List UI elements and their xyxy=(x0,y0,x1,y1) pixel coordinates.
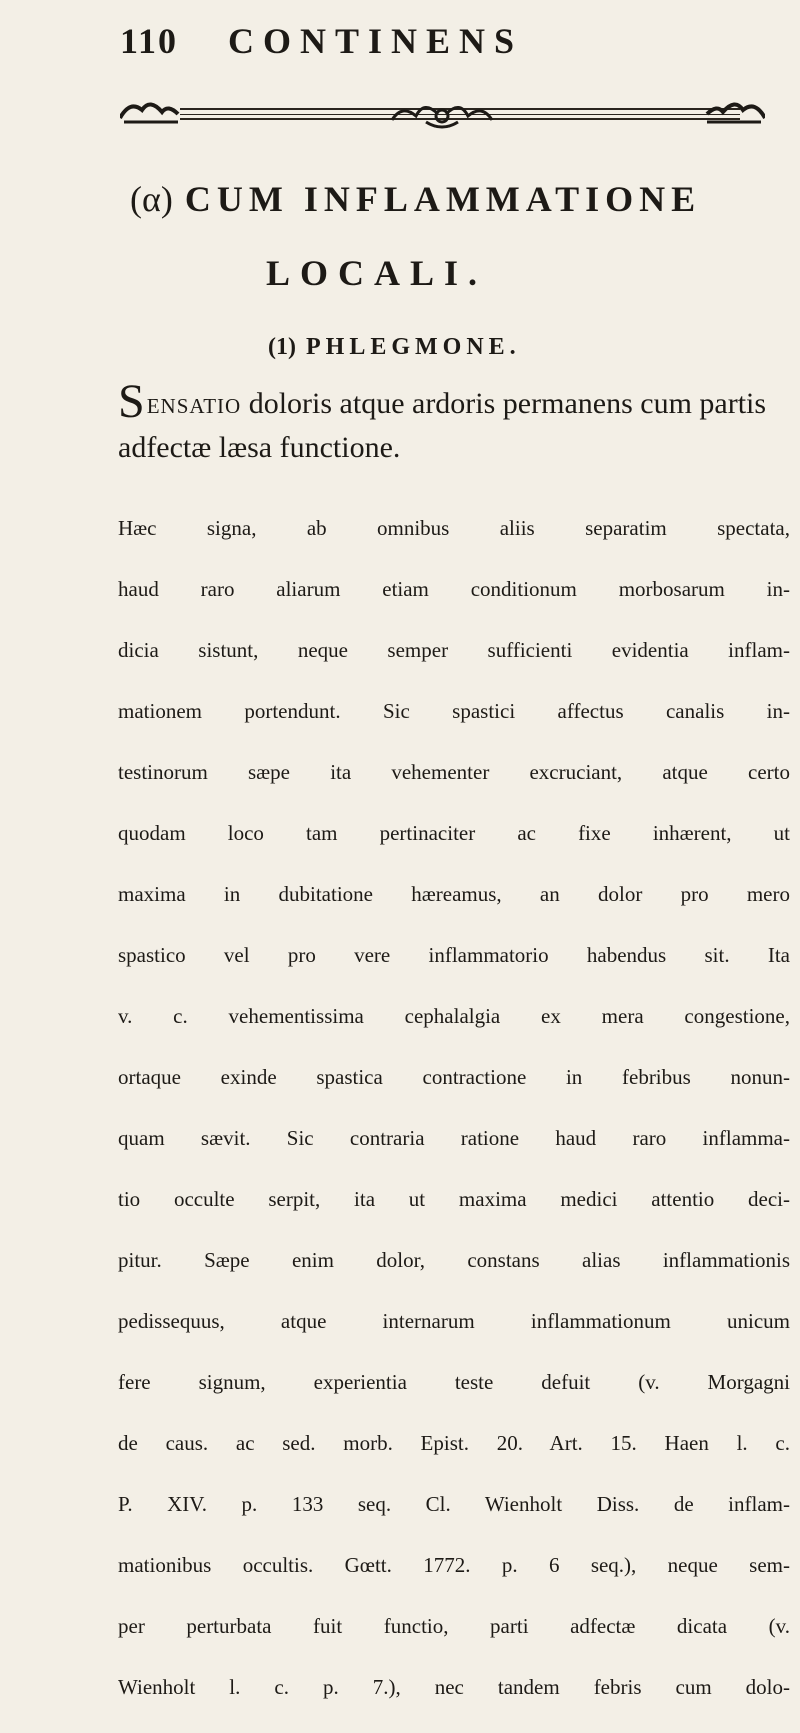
section-marker: (α) xyxy=(130,179,173,219)
section-heading xyxy=(130,178,701,220)
text-line: ortaque exinde spastica contractione in febribus nonun- xyxy=(118,1065,790,1089)
page-number: 110 xyxy=(120,21,179,61)
body-text xyxy=(118,513,790,1733)
running-title: CONTINENS xyxy=(228,21,524,61)
text-line: mationibus occultis. Gœtt. 1772. p. 6 seq.), neque sem- xyxy=(118,1553,790,1577)
text-line: quam sævit. Sic contraria ratione haud raro inflamma- xyxy=(118,1126,790,1150)
text-line: Hæc signa, ab omnibus aliis separatim spectata, xyxy=(118,516,790,540)
running-head xyxy=(120,18,760,68)
subheading-number: (1) xyxy=(268,334,296,360)
lead-smallcaps: ensatio xyxy=(146,387,242,420)
text-line: de caus. ac sed. morb. Epist. 20. Art. 15. Haen l. c. xyxy=(118,1431,790,1455)
text-line: quodam loco tam pertinaciter ac fixe inhærent, ut xyxy=(118,821,790,845)
text-line: P. XIV. p. 133 seq. Cl. Wienholt Diss. de inflam- xyxy=(118,1492,790,1516)
text-line: v. c. vehementissima cephalalgia ex mera congestione, xyxy=(118,1004,790,1028)
text-line: fere signum, experientia teste defuit (v. Morgagni xyxy=(118,1370,790,1394)
section-title-line-1: CUM INFLAMMATIONE xyxy=(184,179,702,219)
text-line: tio occulte serpit, ita ut maxima medici attentio deci- xyxy=(118,1187,790,1211)
subheading-title: PHLEGMONE. xyxy=(305,334,521,360)
section-title-line-2: LOCALI. xyxy=(266,253,488,293)
text-line: pedissequus, atque internarum inflammationum unicum xyxy=(118,1309,790,1333)
lead-paragraph xyxy=(118,375,788,470)
text-line: Wienholt l. c. p. 7.), nec tandem febris cum dolo- xyxy=(118,1675,790,1699)
subheading xyxy=(268,334,521,361)
text-line: haud raro aliarum etiam conditionum morbosarum in- xyxy=(118,577,790,601)
lead-text: doloris atque ardoris permanens cum partis adfectæ læsa functione. xyxy=(118,387,767,464)
text-line: maxima in dubitatione hæreamus, an dolor pro mero xyxy=(118,882,790,906)
text-line: spastico vel pro vere inflammatorio habendus sit. Ita xyxy=(118,943,790,967)
text-line: pitur. Sæpe enim dolor, constans alias inflammationis xyxy=(118,1248,790,1272)
text-line: dicia sistunt, neque semper sufficienti evidentia inflam- xyxy=(118,638,790,662)
text-line: testinorum sæpe ita vehementer excruciant, atque certo xyxy=(118,760,790,784)
text-line: per perturbata fuit functio, parti adfectæ dicata (v. xyxy=(118,1614,790,1638)
text-line: mationem portendunt. Sic spastici affectus canalis in- xyxy=(118,699,790,723)
ornament-band xyxy=(120,96,765,130)
drop-cap: S xyxy=(118,375,145,428)
